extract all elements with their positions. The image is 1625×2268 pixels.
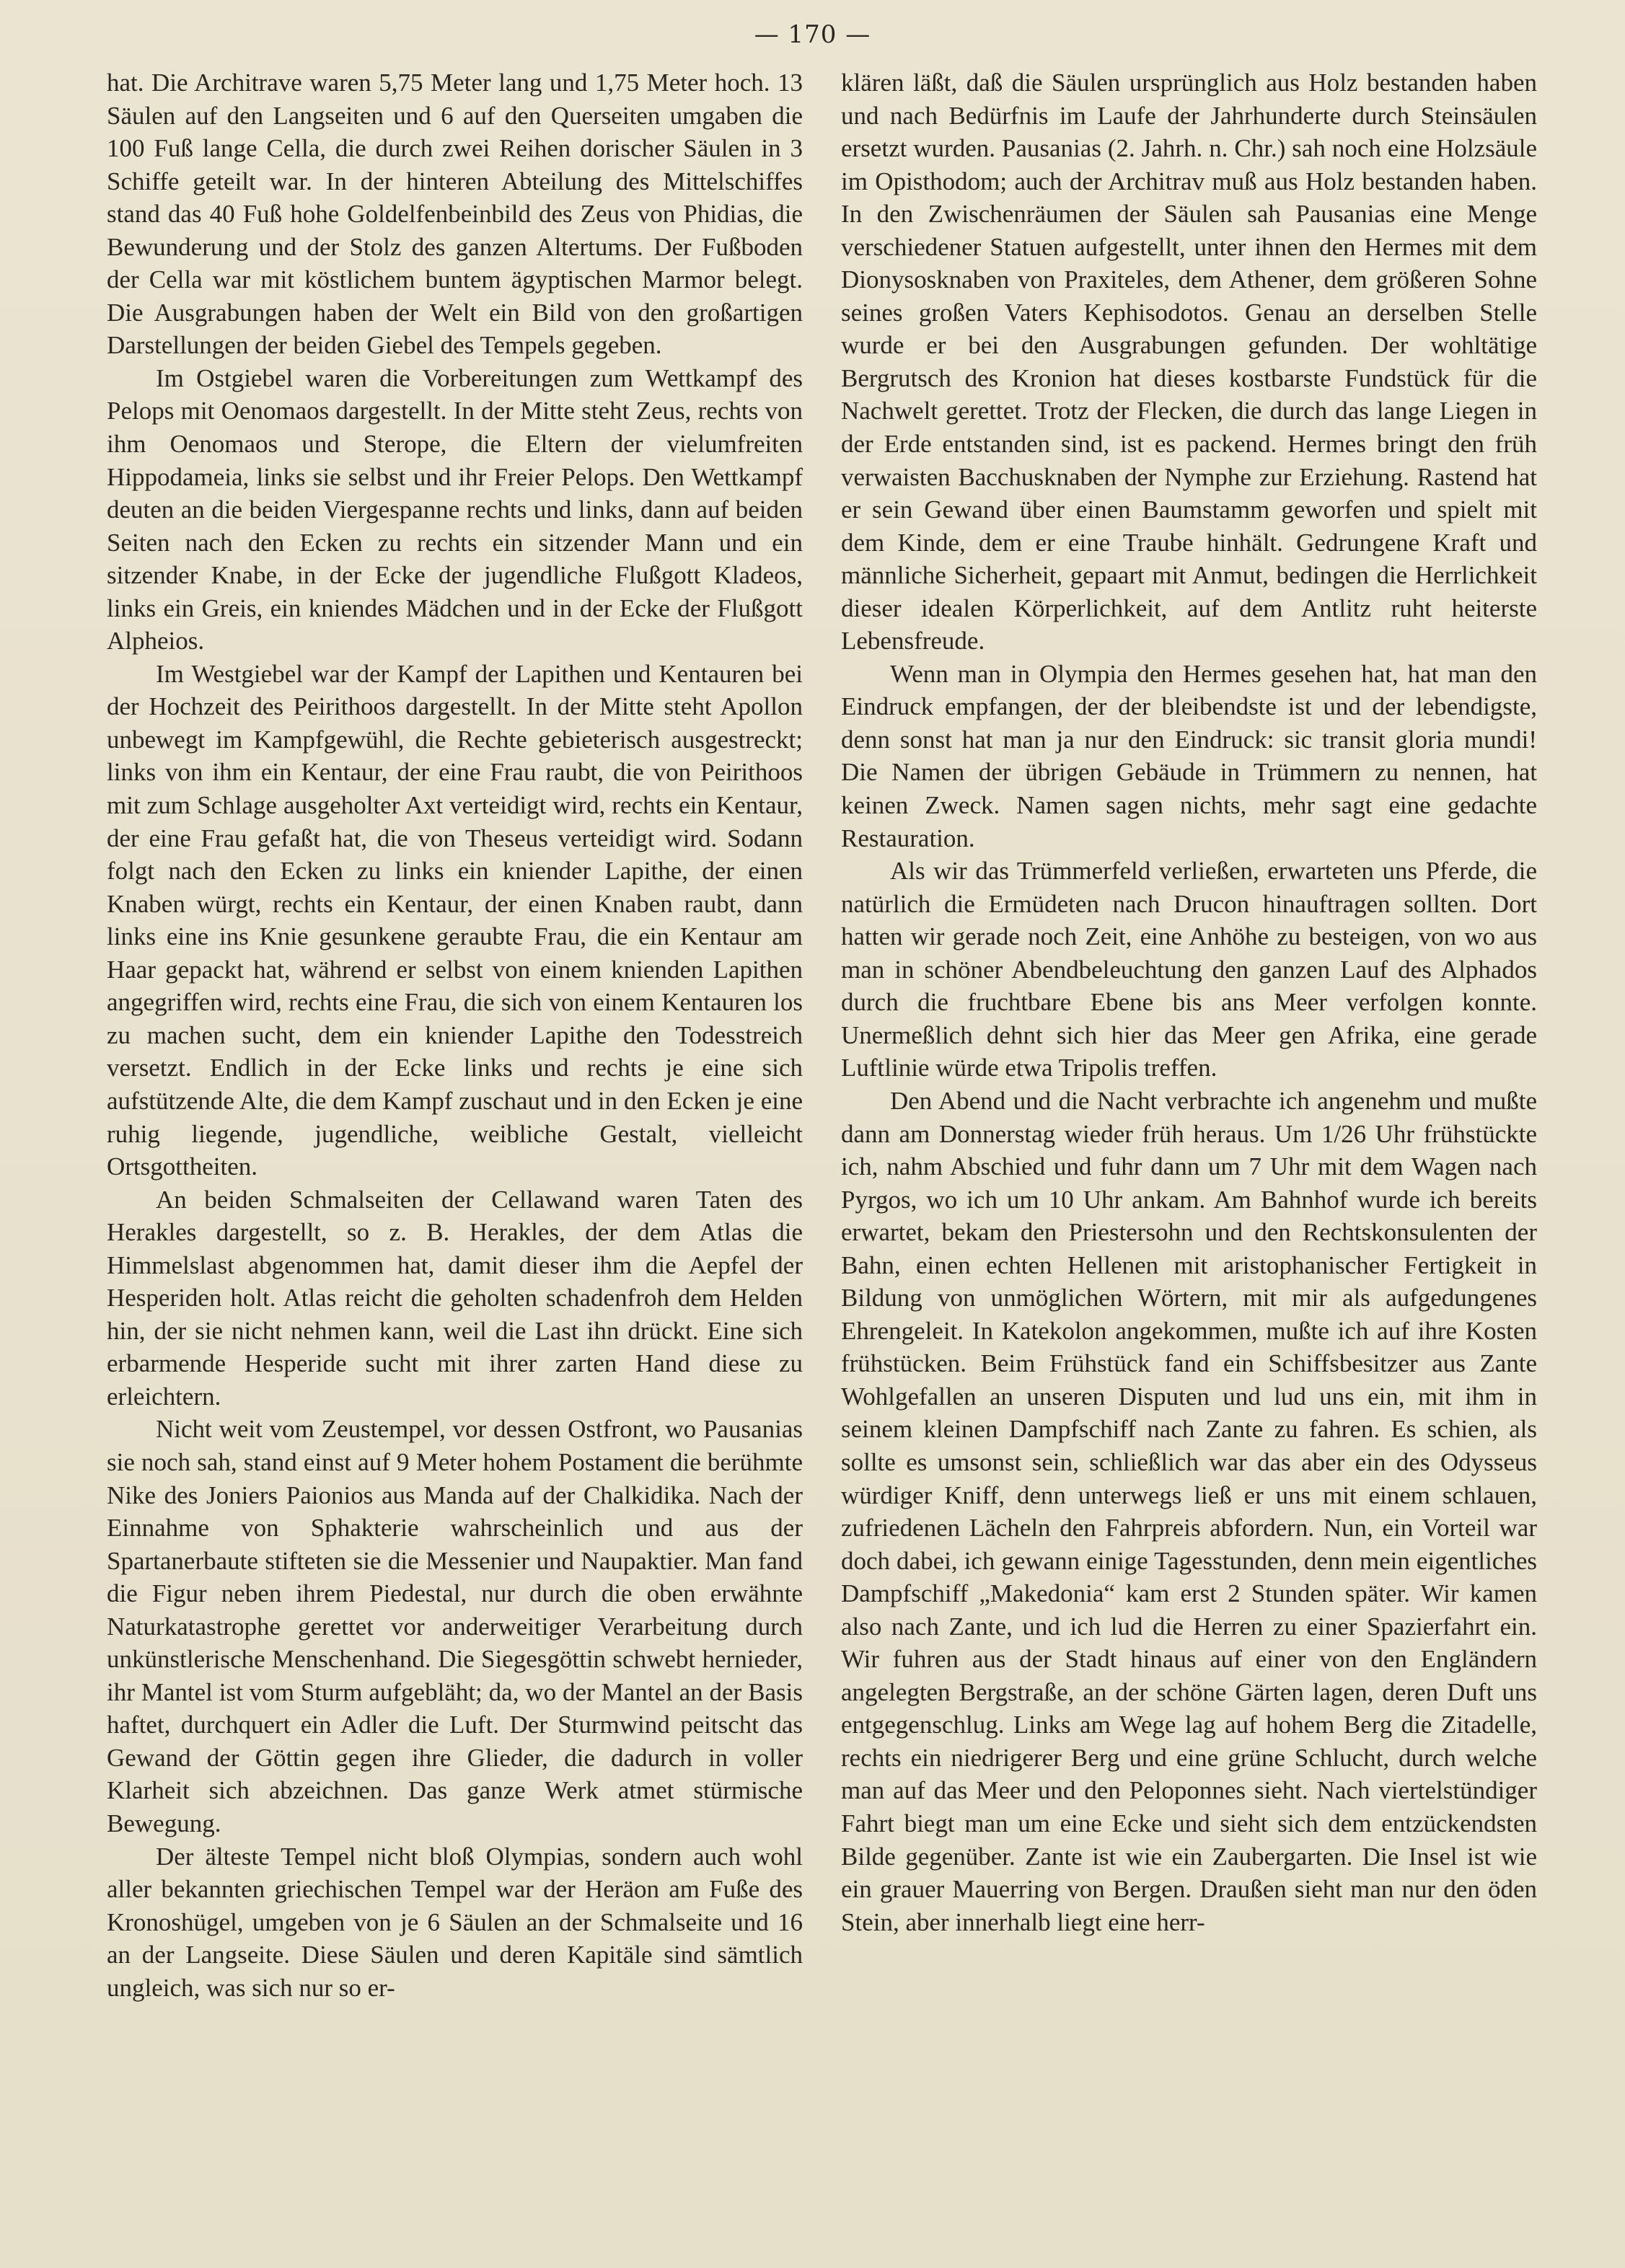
paragraph: Im Westgiebel war der Kampf der Lapithen und Kentauren bei der Hochzeit des Peirithoos dargestellt. In der Mitte steht Apollon unbewegt im Kampfgewühl, die Rechte gebieterisch ausgestreckt; links von ihm ein Kentaur, der eine Frau raubt, die von Peirithoos mit zum Schlage ausgeholter Axt verteidigt wird, rechts ein Kentaur, der eine Frau gefaßt hat, die von Theseus verteidigt wird. Sodann folgt nach den Ecken zu links ein kniender Lapithe, der einen Knaben würgt, rechts ein Kentaur, der einen Knaben raubt, dann links eine ins Knie gesunkene geraubte Frau, die ein Kentaur am Haar gepackt hat, während er selbst von einem knienden Lapithen angegriffen wird, rechts eine Frau, die sich von einem Kentauren los zu machen sucht, dem ein kniender Lapithe den Todesstreich versetzt. Endlich in der Ecke links und rechts je eine sich aufstützende Alte, die dem Kampf zuschaut und in den Ecken je eine ruhig liegende, jugendliche, weibliche Gestalt, vielleicht Ortsgottheiten.: [107, 659, 803, 1181]
page-number: — 170 —: [754, 20, 871, 49]
paragraph: Der älteste Tempel nicht bloß Olympias, sondern auch wohl aller bekannten griechischen Tempel war der Heräon am Fuße des Kronoshügel, umgeben von je 6 Säulen an der Schmalseite und 16 an der Langseite. Diese Säulen und deren Kapitäle sind sämtlich ungleich, was sich nur so er-: [107, 1842, 803, 2002]
right-text-column: [841, 66, 1537, 1938]
paragraph: Im Ostgiebel waren die Vorbereitungen zum Wettkampf des Pelops mit Oenomaos dargestellt. In der Mitte steht Zeus, rechts von ihm Oenomaos und Sterope, die Eltern der vielumfreiten Hippodameia, links sie selbst und ihr Freier Pelops. Den Wettkampf deuten an die beiden Viergespanne rechts und links, dann auf beiden Seiten nach den Ecken zu rechts ein sitzender Mann und ein sitzender Knabe, in der Ecke der jugendliche Flußgott Kladeos, links ein Greis, ein kniendes Mädchen und in der Ecke der Flußgott Alpheios.: [107, 363, 803, 656]
left-text-column: [107, 66, 803, 2004]
paragraph: Den Abend und die Nacht verbrachte ich angenehm und mußte dann am Donnerstag wieder früh heraus. Um 1/26 Uhr frühstückte ich, nahm Abschied und fuhr dann um 7 Uhr mit dem Wagen nach Pyrgos, wo ich um 10 Uhr ankam. Am Bahnhof wurde ich bereits erwartet, bekam den Priestersohn und den Rechtskonsulenten der Bahn, einen echten Hellenen mit aristophanischer Fertigkeit in Bildung von unmöglichen Wörtern, mit mir als aufgedungenes Ehrengeleit. In Katekolon angekommen, mußte ich auf ihre Kosten frühstücken. Beim Frühstück fand ein Schiffsbesitzer aus Zante Wohlgefallen an unseren Disputen und lud uns ein, mit ihm in seinem kleinen Dampfschiff nach Zante zu fahren. Es schien, als sollte es umsonst sein, schließlich war das aber ein des Odysseus würdiger Kniff, denn unterwegs ließ er uns mit einem schlauen, zufriedenen Lächeln den Fahrpreis abfordern. Nun, ein Vorteil war doch dabei, ich gewann einige Tagesstunden, denn mein eigentliches Dampfschiff „Makedonia“ kam erst 2 Stunden später. Wir kamen also nach Zante, und ich lud die Herren zu einer Spazierfahrt ein. Wir fuhren aus der Stadt hinaus auf einer von den Engländern angelegten Bergstraße, an der schöne Gärten lagen, deren Duft uns entgegenschlug. Links am Wege lag auf hohem Berg die Zitadelle, rechts ein niedrigerer Berg und eine grüne Schlucht, durch welche man auf das Meer und den Peloponnes sieht. Nach viertelstündiger Fahrt biegt man um eine Ecke und sieht sich dem entzückendsten Bilde gegenüber. Zante ist wie ein Zaubergarten. Die Insel ist wie ein grauer Mauerring von Bergen. Draußen sieht man nur den öden Stein, aber innerhalb liegt eine herr-: [841, 1086, 1537, 1936]
paragraph: Als wir das Trümmerfeld verließen, erwarteten uns Pferde, die natürlich die Ermüdeten nach Drucon hinauftragen sollten. Dort hatten wir gerade noch Zeit, eine Anhöhe zu besteigen, von wo aus man in schöner Abendbeleuchtung den ganzen Lauf des Alphados durch die fruchtbare Ebene bis ans Meer verfolgen konnte. Unermeßlich dehnt sich hier das Meer gen Afrika, eine gerade Luftlinie würde etwa Tripolis treffen.: [841, 857, 1537, 1082]
paragraph: Wenn man in Olympia den Hermes gesehen hat, hat man den Eindruck empfangen, der der bleibendste ist und der lebendigste, denn sonst hat man ja nur den Eindruck: sic transit gloria mundi! Die Namen der übrigen Gebäude in Trümmern zu nennen, hat keinen Zweck. Namen sagen nichts, mehr sagt eine gedachte Restauration.: [841, 659, 1537, 852]
paragraph: klären läßt, daß die Säulen ursprünglich aus Holz bestanden haben und nach Bedürfnis im Laufe der Jahrhunderte durch Steinsäulen ersetzt wurden. Pausanias (2. Jahrh. n. Chr.) sah noch eine Holzsäule im Opisthodom; auch der Architrav muß aus Holz bestanden haben. In den Zwischenräumen der Säulen sah Pausanias eine Menge verschiedener Statuen aufgestellt, unter ihnen den Hermes mit dem Dionysosknaben von Praxiteles, dem Athener, dem größeren Sohne seines großen Vaters Kephisodotos. Genau an derselben Stelle wurde er bei den Ausgrabungen gefunden. Der wohltätige Bergrutsch des Kronion hat dieses kostbarste Fundstück für die Nachwelt gerettet. Trotz der Flecken, die durch das lange Liegen in der Erde entstanden sind, ist es packend. Hermes bringt den früh verwaisten Bacchusknaben der Nymphe zur Erziehung. Rastend hat er sein Gewand über einen Baumstamm geworfen und spielt mit dem Kinde, dem er eine Traube hinhält. Gedrungene Kraft und männliche Sicherheit, gepaart mit Anmut, bedingen die Herrlichkeit dieser idealen Körperlichkeit, auf dem Antlitz ruht heiterste Lebensfreude.: [841, 69, 1537, 656]
paragraph: hat. Die Architrave waren 5,75 Meter lang und 1,75 Meter hoch. 13 Säulen auf den Langseiten und 6 auf den Querseiten umgaben die 100 Fuß lange Cella, die durch zwei Reihen dorischer Säulen in 3 Schiffe geteilt war. In der hinteren Abteilung des Mittelschiffes stand das 40 Fuß hohe Goldelfenbeinbild des Zeus von Phidias, die Bewunderung und der Stolz des ganzen Altertums. Der Fußboden der Cella war mit köstlichem buntem ägyptischen Marmor belegt. Die Ausgrabungen haben der Welt ein Bild von den großartigen Darstellungen der beiden Giebel des Tempels gegeben.: [107, 69, 803, 360]
paragraph: An beiden Schmalseiten der Cellawand waren Taten des Herakles dargestellt, so z. B. Herakles, der dem Atlas die Himmelslast abgenommen hat, damit dieser ihm die Aepfel der Hesperiden holt. Atlas reicht die geholten schadenfroh dem Helden hin, der sie nicht nehmen kann, weil die Last ihn drückt. Eine sich erbarmende Hesperide sucht mit ihrer zarten Hand diese zu erleichtern.: [107, 1185, 803, 1411]
paragraph: Nicht weit vom Zeustempel, vor dessen Ostfront, wo Pausanias sie noch sah, stand einst auf 9 Meter hohem Postament die berühmte Nike des Joniers Paionios aus Manda auf der Chalkidika. Nach der Einnahme von Sphakterie wahrscheinlich und aus der Spartanerbaute stifteten sie die Messenier und Naupaktier. Man fand die Figur neben ihrem Piedestal, nur durch die oben erwähnte Naturkatastrophe gerettet vor anderweitiger Verarbeitung durch unkünstlerische Menschenhand. Die Siegesgöttin schwebt hernieder, ihr Mantel ist vom Sturm aufgebläht; da, wo der Mantel an der Basis haftet, durchquert ein Adler die Luft. Der Sturmwind peitscht das Gewand der Göttin gegen ihre Glieder, die dadurch in voller Klarheit sich abzeichnen. Das ganze Werk atmet stürmische Bewegung.: [107, 1415, 803, 1837]
